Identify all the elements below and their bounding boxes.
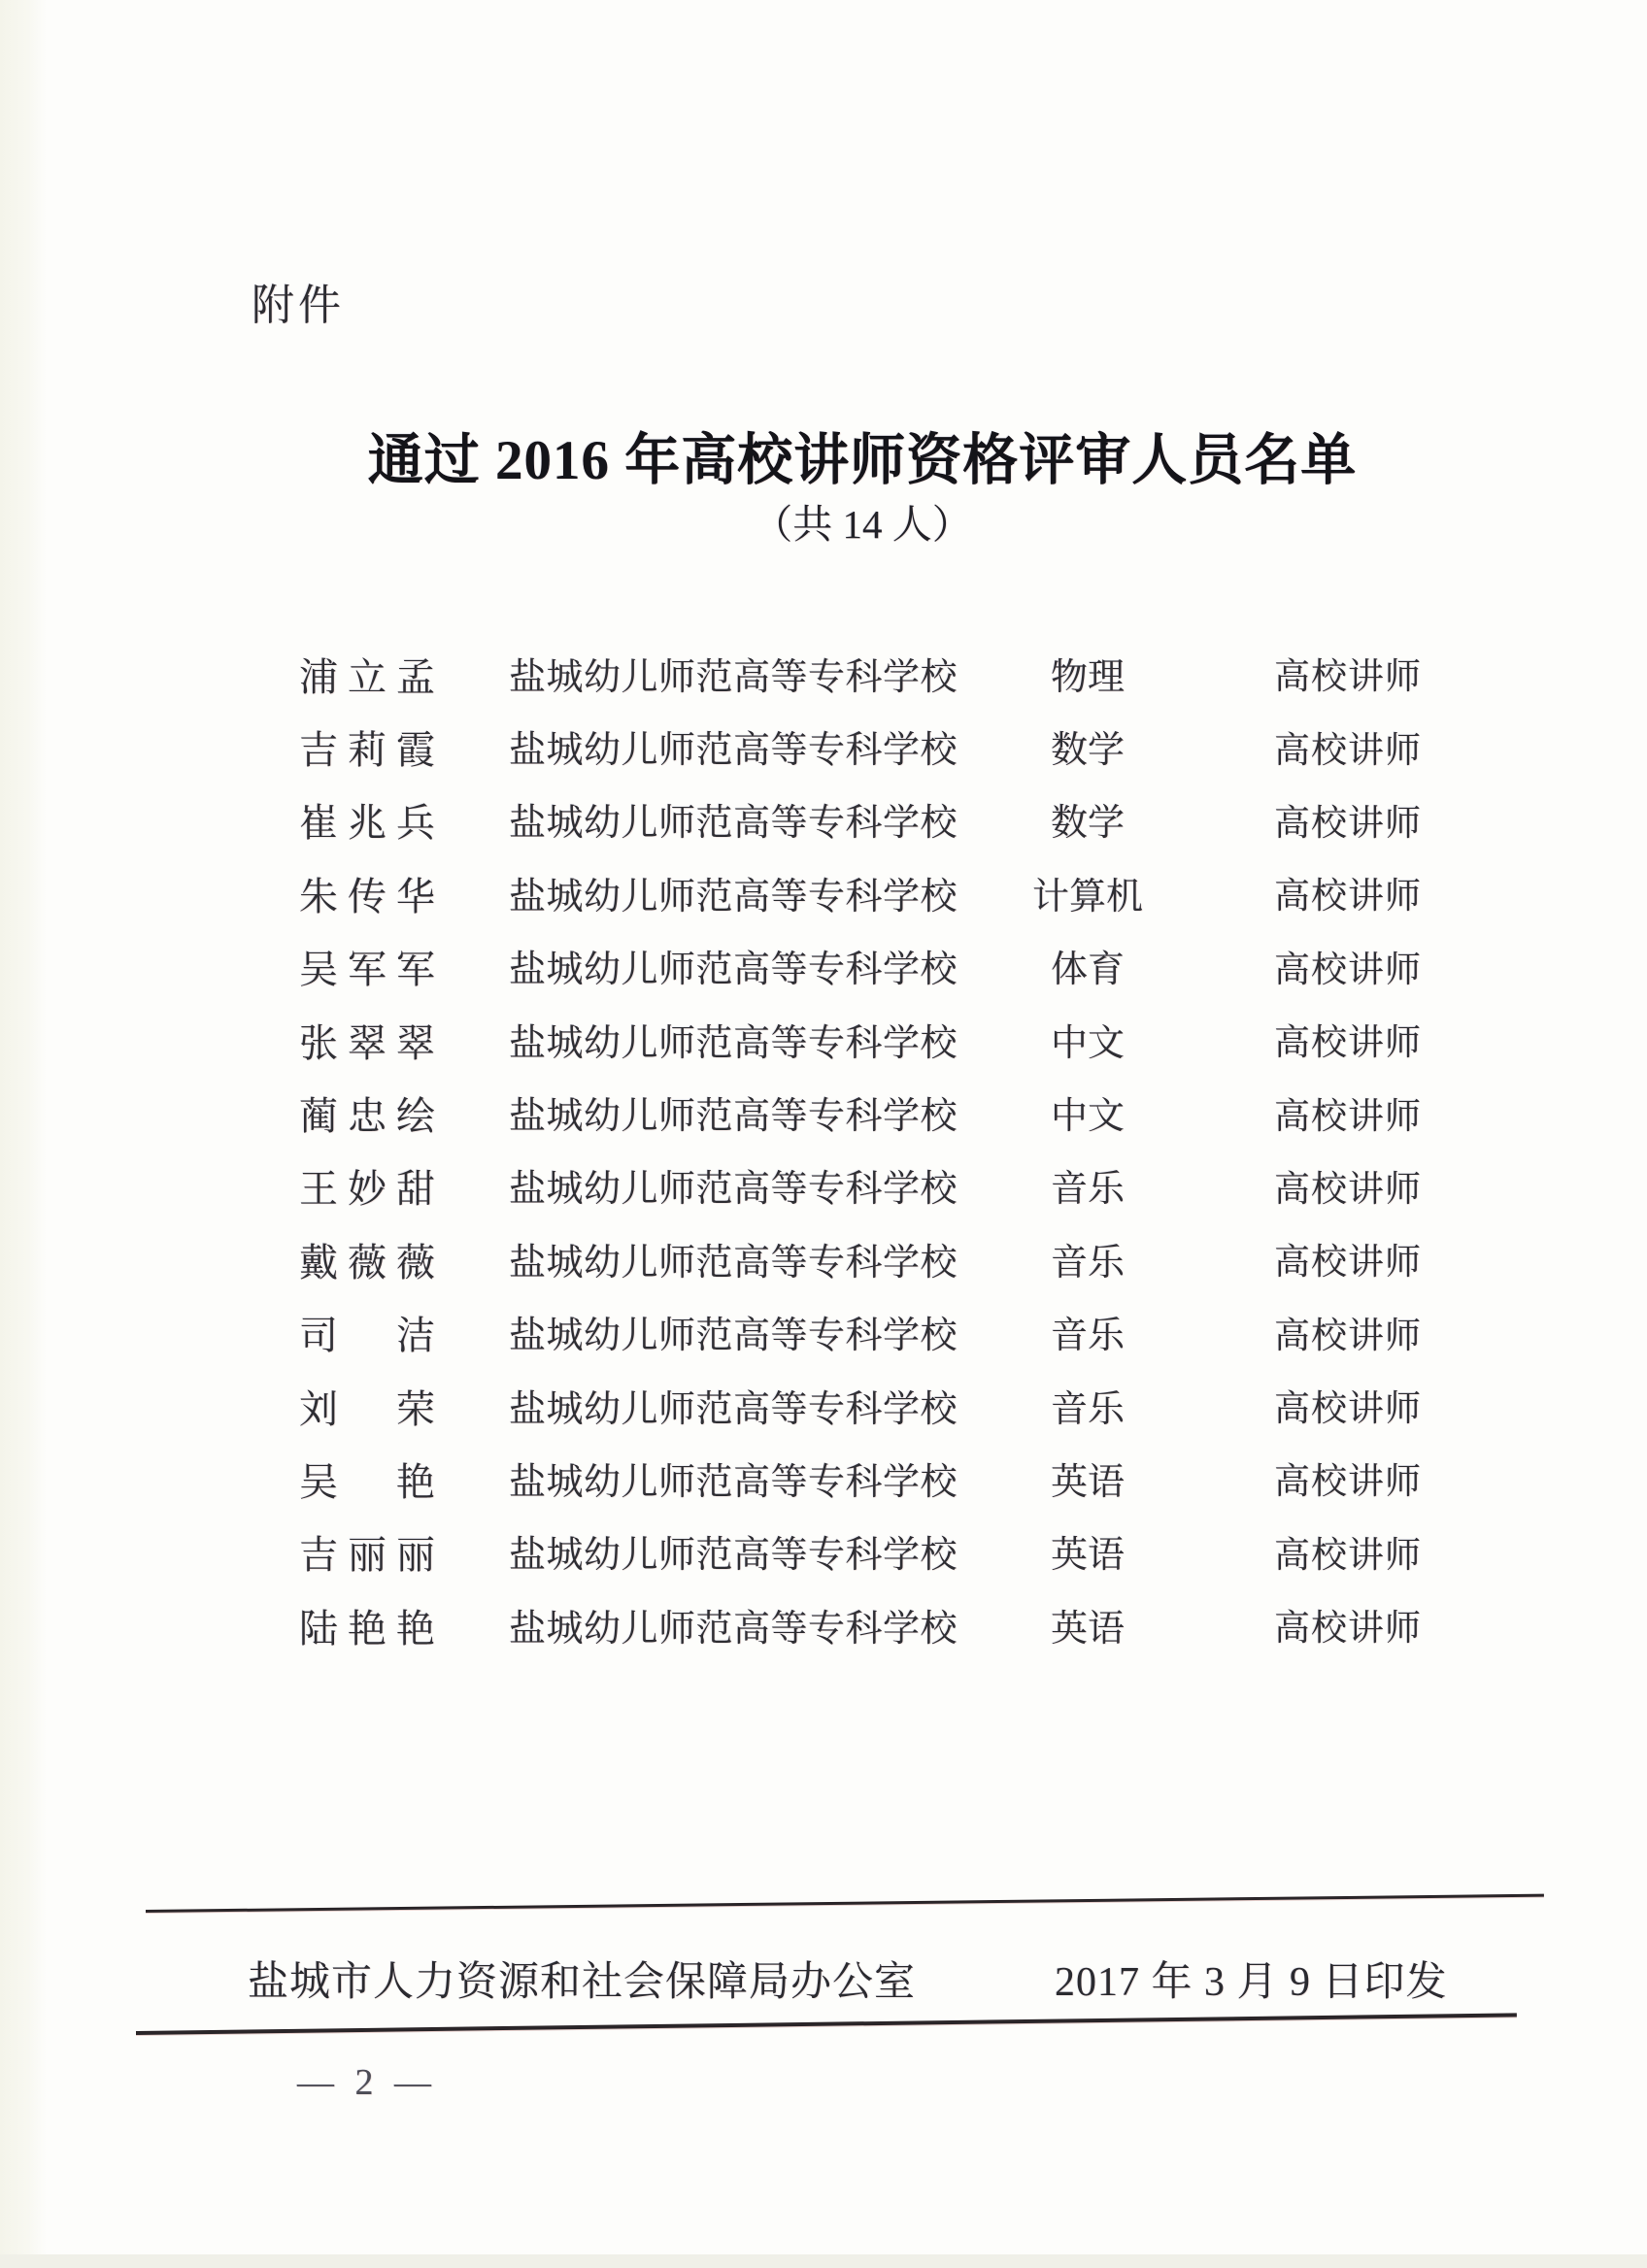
document-title: 通过 2016 年高校讲师资格评审人员名单 — [367, 430, 1358, 491]
table-row — [0, 714, 1647, 786]
cell-title: 高校讲师 — [1274, 1023, 1422, 1064]
cell-school: 盐城幼儿师范高等专科学校 — [509, 1535, 958, 1577]
cell-name: 朱传华 — [299, 874, 435, 918]
cell-school: 盐城幼儿师范高等专科学校 — [509, 1242, 958, 1284]
cell-subject: 数学 — [1050, 730, 1125, 772]
cell-title: 高校讲师 — [1274, 803, 1422, 844]
table-row — [0, 1153, 1647, 1226]
cell-school: 盐城幼儿师范高等专科学校 — [509, 1096, 958, 1138]
cell-name: 陆艳艳 — [299, 1606, 435, 1651]
table-row — [0, 1519, 1647, 1592]
cell-school: 盐城幼儿师范高等专科学校 — [509, 1169, 958, 1211]
cell-school: 盐城幼儿师范高等专科学校 — [509, 1608, 958, 1650]
cell-title: 高校讲师 — [1274, 1462, 1422, 1503]
cell-subject: 音乐 — [1050, 1242, 1125, 1284]
cell-subject: 体育 — [1050, 950, 1125, 991]
table-row — [0, 1080, 1647, 1152]
table-row — [0, 1007, 1647, 1080]
cell-name: 吉莉霞 — [299, 728, 435, 773]
cell-subject: 英语 — [1050, 1608, 1125, 1650]
cell-name: 崔兆兵 — [299, 801, 435, 846]
cell-subject: 中文 — [1050, 1096, 1125, 1138]
cell-subject: 音乐 — [1050, 1388, 1125, 1430]
cell-name: 王妙甜 — [299, 1167, 435, 1212]
table-row — [0, 1446, 1647, 1518]
document-subtitle: （共 14 人） — [753, 502, 972, 547]
cell-subject: 英语 — [1050, 1461, 1125, 1503]
cell-school: 盐城幼儿师范高等专科学校 — [509, 1461, 958, 1503]
page-number: — 2 — — [297, 2062, 437, 2103]
cell-title: 高校讲师 — [1274, 950, 1422, 990]
cell-school: 盐城幼儿师范高等专科学校 — [509, 1316, 958, 1357]
cell-title: 高校讲师 — [1274, 1609, 1422, 1650]
table-row — [0, 1226, 1647, 1299]
cell-title: 高校讲师 — [1274, 1169, 1422, 1210]
cell-name: 司 洁 — [299, 1314, 435, 1358]
footer-top-rule — [146, 1894, 1544, 1913]
cell-title: 高校讲师 — [1274, 1389, 1422, 1430]
cell-subject: 音乐 — [1050, 1316, 1125, 1357]
roster-table — [0, 641, 1647, 1665]
cell-name: 吴 艳 — [299, 1459, 435, 1504]
table-row — [0, 641, 1647, 714]
cell-title: 高校讲师 — [1274, 877, 1422, 917]
cell-school: 盐城幼儿师范高等专科学校 — [509, 730, 958, 772]
cell-subject: 英语 — [1050, 1535, 1125, 1577]
cell-title: 高校讲师 — [1274, 1243, 1422, 1284]
table-row — [0, 1300, 1647, 1373]
footer-bottom-rule — [136, 2013, 1517, 2035]
cell-subject: 音乐 — [1050, 1169, 1125, 1211]
cell-subject: 数学 — [1050, 803, 1125, 845]
table-row — [0, 934, 1647, 1007]
cell-title: 高校讲师 — [1274, 1096, 1422, 1137]
cell-title: 高校讲师 — [1274, 657, 1422, 698]
cell-title: 高校讲师 — [1274, 730, 1422, 771]
cell-subject: 计算机 — [1031, 876, 1143, 917]
cell-school: 盐城幼儿师范高等专科学校 — [509, 876, 958, 917]
cell-name: 吴军军 — [299, 948, 435, 992]
cell-name: 蔺忠绘 — [299, 1094, 435, 1139]
table-row — [0, 860, 1647, 933]
cell-title: 高校讲师 — [1274, 1535, 1422, 1576]
cell-school: 盐城幼儿师范高等专科学校 — [509, 1022, 958, 1064]
table-row — [0, 1373, 1647, 1446]
scan-bottom-edge — [0, 2254, 1647, 2268]
cell-subject: 中文 — [1050, 1022, 1125, 1064]
cell-school: 盐城幼儿师范高等专科学校 — [509, 950, 958, 991]
cell-school: 盐城幼儿师范高等专科学校 — [509, 803, 958, 845]
cell-name: 张翠翠 — [299, 1020, 435, 1065]
cell-name: 浦立孟 — [299, 654, 435, 699]
cell-name: 戴薇薇 — [299, 1240, 435, 1284]
cell-school: 盐城幼儿师范高等专科学校 — [509, 656, 958, 698]
cell-name: 刘 荣 — [299, 1386, 435, 1431]
footer-issuer: 盐城市人力资源和社会保障局办公室 — [248, 1960, 917, 2005]
cell-name: 吉丽丽 — [299, 1533, 435, 1578]
footer-print-date: 2017 年 3 月 9 日印发 — [1055, 1960, 1448, 2005]
cell-title: 高校讲师 — [1274, 1316, 1422, 1356]
cell-school: 盐城幼儿师范高等专科学校 — [509, 1388, 958, 1430]
table-row — [0, 787, 1647, 860]
cell-subject: 物理 — [1050, 656, 1125, 698]
table-row — [0, 1592, 1647, 1665]
attachment-label: 附件 — [252, 282, 345, 329]
